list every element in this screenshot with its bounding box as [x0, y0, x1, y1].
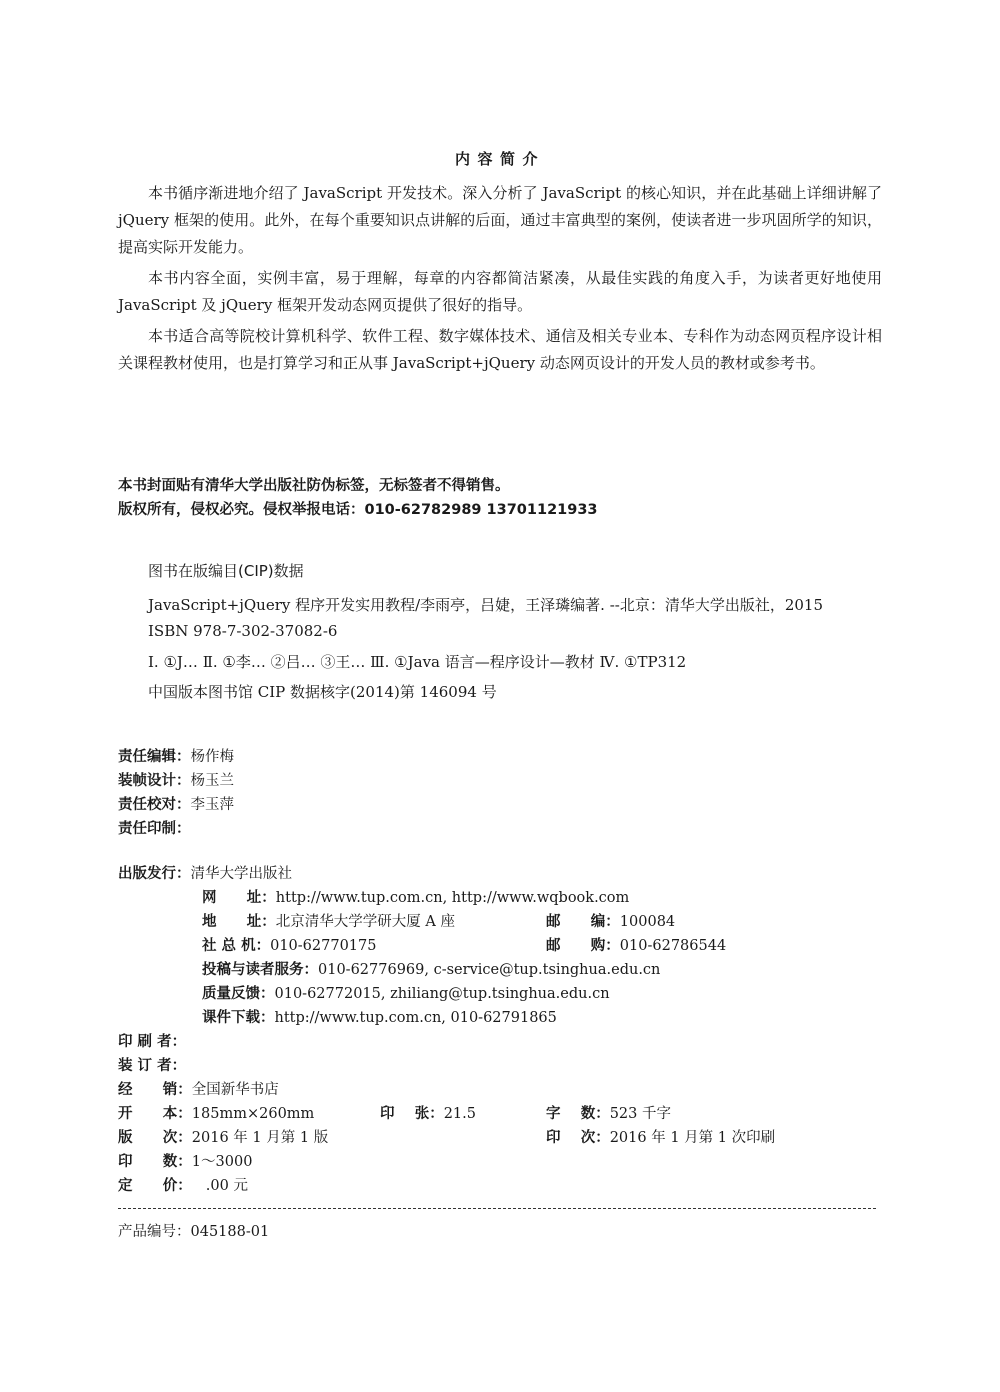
- pub-row-format: [118, 1102, 888, 1126]
- cip-bibliographic-line: JavaScript+jQuery 程序开发实用教程/李雨亭，吕婕，王泽璘编著. --北京：清华大学出版社，2015: [148, 596, 824, 614]
- binder-label: 装 订 者：: [118, 1058, 187, 1074]
- pub-row-seller: [118, 1078, 888, 1102]
- phone-value: 010-62770175: [270, 938, 377, 954]
- piracy-report-notice: 版权所有，侵权必究。侵权举报电话：010-62782989 13701121933: [118, 502, 598, 518]
- design-label: 装帧设计：: [118, 773, 191, 789]
- copies-label: 印 数：: [118, 1154, 192, 1170]
- zip-group: [546, 910, 675, 934]
- edition-label: 版 次：: [118, 1130, 192, 1146]
- size-label: 开 本：: [118, 1106, 192, 1122]
- pub-row-address: [118, 910, 888, 934]
- price-value: .00 元: [205, 1178, 248, 1194]
- web-value: http://www.tup.com.cn, http://www.wqbook.com: [275, 890, 630, 906]
- address-label: 地 址：: [202, 914, 276, 930]
- product-code-value: 045188-01: [190, 1224, 270, 1240]
- pub-row-quality: [118, 982, 888, 1006]
- download-value: http://www.tup.com.cn, 010-62791865: [274, 1010, 557, 1026]
- seller-value: 全国新华书店: [191, 1082, 279, 1098]
- staff-block: [118, 744, 234, 840]
- separator-line: [118, 1208, 876, 1209]
- cip-isbn: ISBN 978-7-302-37082-6: [148, 622, 338, 640]
- publishing-block: [118, 862, 888, 1198]
- copyright-notice: [118, 474, 882, 522]
- sheets-value: 21.5: [443, 1106, 476, 1122]
- editor-name: 杨作梅: [190, 749, 234, 765]
- pub-row-download: [118, 1006, 888, 1030]
- mail-value: 010-62786544: [619, 938, 727, 954]
- designer-name: 杨玉兰: [190, 773, 234, 789]
- seller-label: 经 销：: [118, 1082, 192, 1098]
- edition-value: 2016 年 1 月第 1 版: [191, 1130, 329, 1146]
- cip-title: 图书在版编目(CIP)数据: [148, 562, 304, 580]
- cip-classification: Ⅰ. ①J… Ⅱ. ①李… ②吕… ③王… Ⅲ. ①Java 语言—程序设计—教材 Ⅳ. ①TP312: [148, 653, 687, 671]
- pub-row-web: [118, 886, 888, 910]
- intro-paragraph-2: 本书内容全面，实例丰富，易于理解，每章的内容都简洁紧凑，从最佳实践的角度入手，为读者更好地使用 JavaScript 及 jQuery 框架开发动态网页提供了很好的指导。: [118, 269, 882, 314]
- impression-value: 2016 年 1 月第 1 次印刷: [609, 1130, 776, 1146]
- service-label: 投稿与读者服务：: [202, 962, 318, 978]
- zip-label: 邮 编：: [546, 914, 620, 930]
- intro-paragraph-1: 本书循序渐进地介绍了 JavaScript 开发技术。深入分析了 JavaScript 的核心知识，并在此基础上详细讲解了 jQuery 框架的使用。此外，在每个重要知识点讲解的后面，通过丰富典型的案例，使读者进一步巩固所学的知识，提高实际开发能力。: [118, 184, 882, 256]
- service-value: 010-62776969, c-service@tup.tsinghua.edu.cn: [318, 962, 661, 978]
- cip-record-number: 中国版本图书馆 CIP 数据核字(2014)第 146094 号: [148, 683, 497, 701]
- pub-row-copies: [118, 1150, 888, 1174]
- proofreader-name: 李玉萍: [190, 797, 234, 813]
- printer-label: 印 刷 者：: [118, 1034, 187, 1050]
- product-code-label: 产品编号：: [118, 1224, 191, 1240]
- zip-value: 100084: [619, 914, 676, 930]
- staff-row-editor: [118, 744, 234, 768]
- issuer-label: 出版发行：: [118, 866, 191, 882]
- page-title: 内容简介: [454, 150, 545, 168]
- intro-section: [118, 180, 882, 381]
- mail-label: 邮 购：: [546, 938, 620, 954]
- cip-block: [148, 592, 878, 706]
- phone-label: 社 总 机：: [202, 938, 271, 954]
- size-value: 185mm×260mm: [191, 1106, 315, 1122]
- product-code: [118, 1220, 269, 1241]
- quality-value: 010-62772015, zhiliang@tup.tsinghua.edu.cn: [274, 986, 610, 1002]
- anti-counterfeit-notice: 本书封面贴有清华大学出版社防伪标签，无标签者不得销售。: [118, 478, 510, 494]
- impression-group: [546, 1126, 775, 1150]
- web-label: 网 址：: [202, 890, 276, 906]
- impression-label: 印 次：: [546, 1130, 610, 1146]
- words-group: [546, 1102, 671, 1126]
- proof-label: 责任校对：: [118, 797, 191, 813]
- editor-label: 责任编辑：: [118, 749, 191, 765]
- copies-value: 1～3000: [191, 1154, 253, 1170]
- quality-label: 质量反馈：: [202, 986, 275, 1002]
- pub-row-edition: [118, 1126, 888, 1150]
- pub-row-price: [118, 1174, 888, 1198]
- intro-paragraph-3: 本书适合高等院校计算机科学、软件工程、数字媒体技术、通信及相关专业本、专科作为动态网页程序设计相关课程教材使用，也是打算学习和正从事 JavaScript+jQuery 动态网页设计的开发人员的教材或参考书。: [118, 327, 882, 372]
- words-label: 字 数：: [546, 1106, 610, 1122]
- sheets-group: [380, 1102, 476, 1126]
- pub-row-phone: [118, 934, 888, 958]
- staff-row-proof: [118, 792, 234, 816]
- mail-group: [546, 934, 726, 958]
- sheets-label: 印 张：: [380, 1106, 444, 1122]
- pub-row-issuer: [118, 862, 888, 886]
- staff-row-design: [118, 768, 234, 792]
- issuer-value: 清华大学出版社: [190, 866, 292, 882]
- print-label: 责任印制：: [118, 821, 191, 837]
- pub-row-binder: [118, 1054, 888, 1078]
- pub-row-printer: [118, 1030, 888, 1054]
- staff-row-print: [118, 816, 234, 840]
- address-value: 北京清华大学学研大厦 A 座: [275, 914, 455, 930]
- words-value: 523 千字: [609, 1106, 671, 1122]
- download-label: 课件下载：: [202, 1010, 275, 1026]
- price-label: 定 价：: [118, 1178, 192, 1194]
- pub-row-service: [118, 958, 888, 982]
